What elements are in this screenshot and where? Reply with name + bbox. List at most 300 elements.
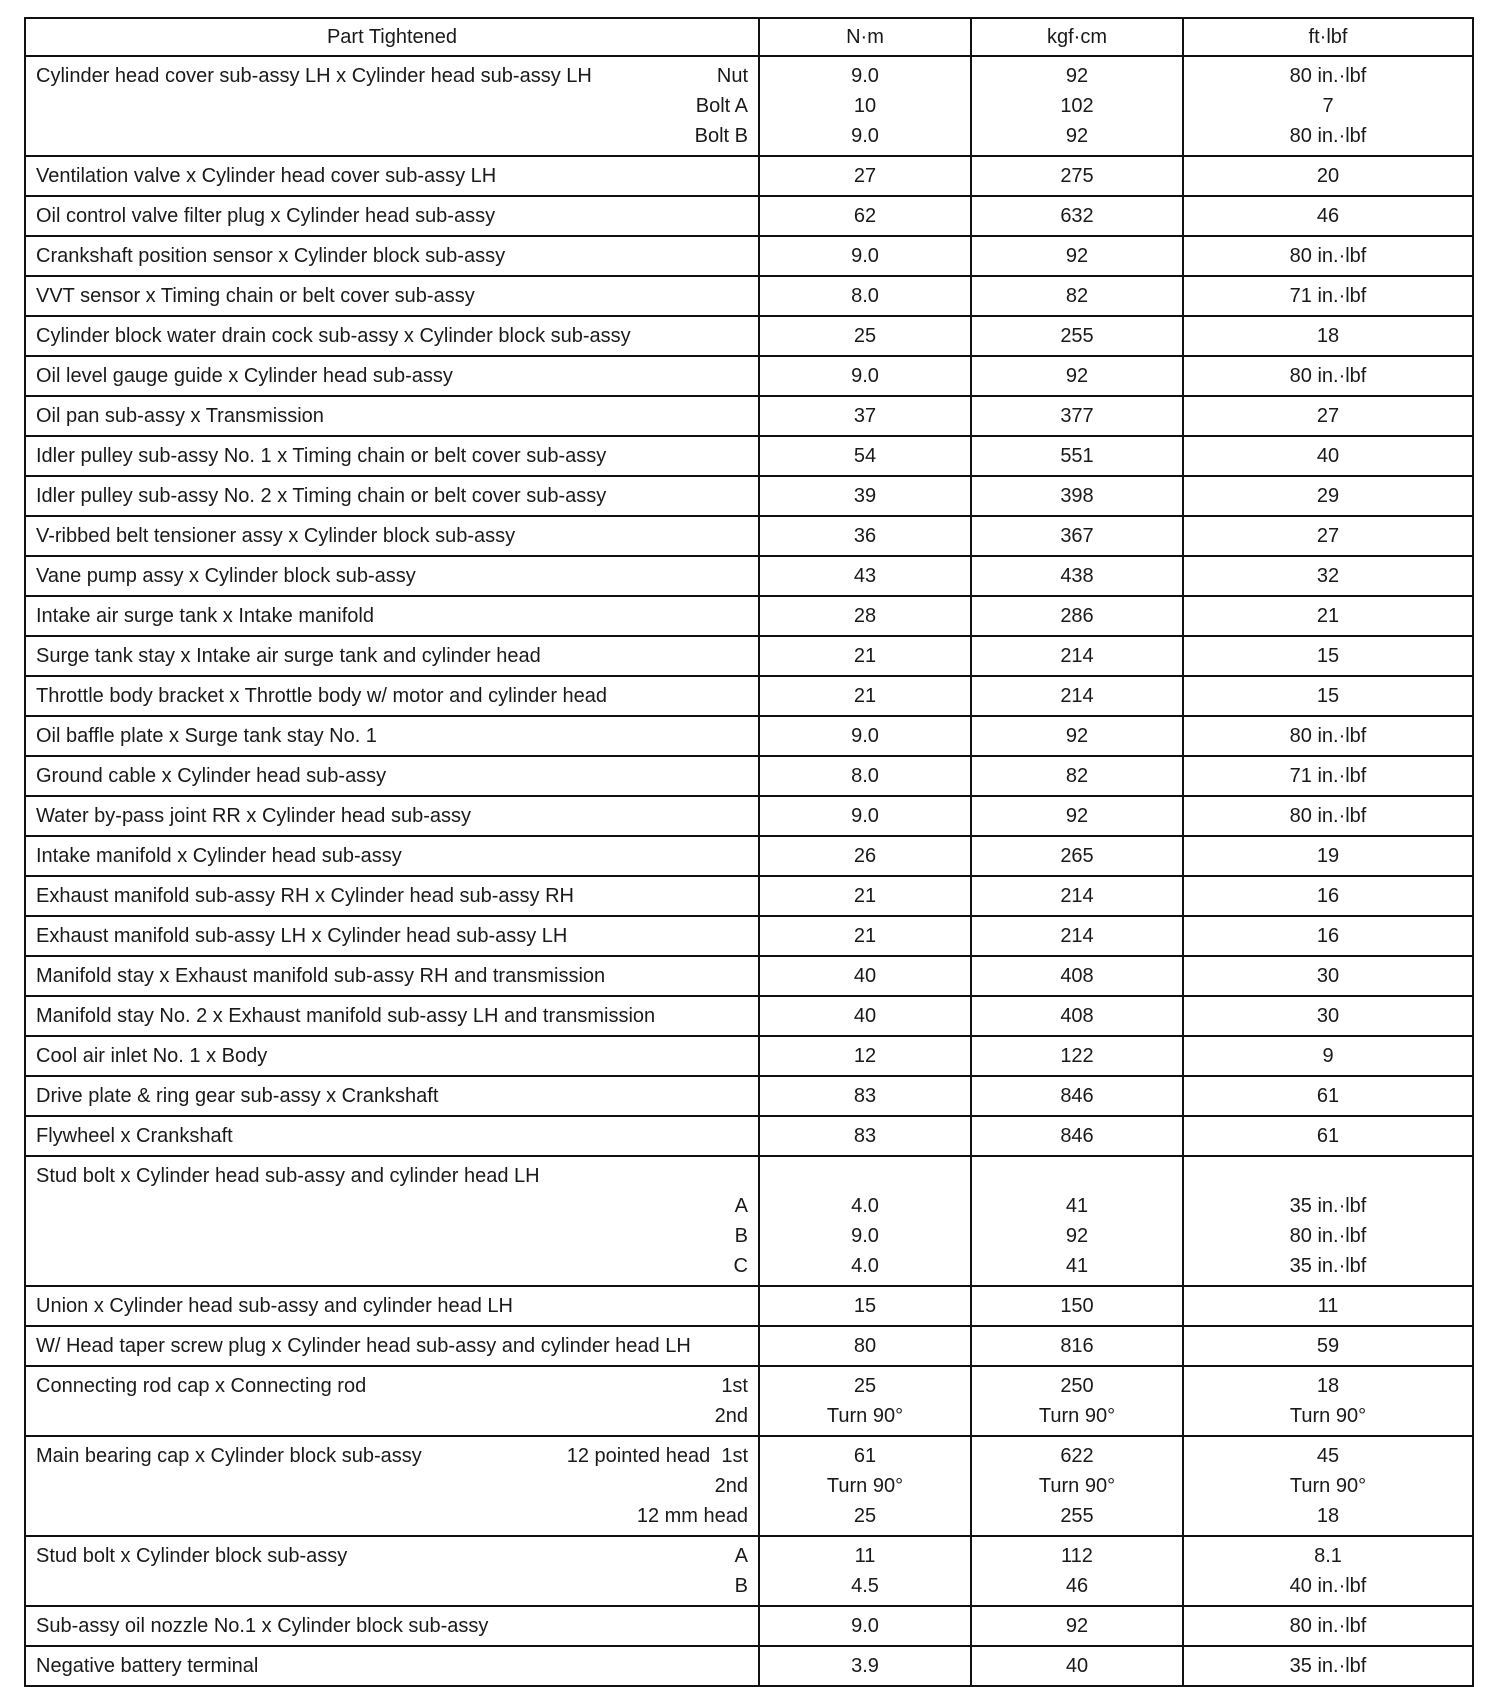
kgf-cm-value-cell: [971, 1326, 1183, 1366]
sub-label: Bolt A: [695, 95, 748, 117]
nm-value: 40: [853, 965, 877, 987]
part-cell: [25, 1036, 759, 1076]
kgf-cm-value: 438: [1060, 565, 1094, 587]
nm-value: 9.0: [851, 1615, 879, 1637]
ft-lbf-value: 16: [1316, 925, 1340, 947]
nm-value-cell: [759, 1036, 971, 1076]
ft-lbf-value: 40: [1316, 445, 1340, 467]
part-cell: [25, 196, 759, 236]
sub-label: 2nd: [714, 1405, 748, 1427]
part-cell: [25, 316, 759, 356]
ft-lbf-value: 20: [1316, 165, 1340, 187]
kgf-cm-value-cell: [971, 276, 1183, 316]
nm-value: 4.0: [851, 1255, 879, 1277]
ft-lbf-value: 30: [1316, 1005, 1340, 1027]
kgf-cm-value: 286: [1060, 605, 1094, 627]
nm-value-cell: [759, 996, 971, 1036]
part-name: Main bearing cap x Cylinder block sub-assy: [36, 1445, 422, 1467]
sub-label: 12 pointed head 1st: [566, 1445, 748, 1467]
nm-value-cell: [759, 316, 971, 356]
part-cell: [25, 236, 759, 276]
part-name: Oil level gauge guide x Cylinder head sub-assy: [36, 365, 453, 387]
nm-value: 83: [853, 1125, 877, 1147]
nm-value: 36: [853, 525, 877, 547]
header-row: [25, 18, 1473, 56]
table-row: [25, 1116, 1473, 1156]
table-row: [25, 916, 1473, 956]
kgf-cm-value-cell: [971, 836, 1183, 876]
ft-lbf-value: 80 in.·lbf: [1289, 245, 1367, 267]
nm-value: 39: [853, 485, 877, 507]
kgf-cm-value-cell: [971, 1536, 1183, 1606]
nm-value: 9.0: [851, 245, 879, 267]
kgf-cm-value-cell: [971, 1436, 1183, 1536]
ft-lbf-value-cell: [1183, 916, 1473, 956]
table-row: [25, 956, 1473, 996]
ft-lbf-value: 32: [1316, 565, 1340, 587]
kgf-cm-value-cell: [971, 1366, 1183, 1436]
ft-lbf-value: 61: [1316, 1125, 1340, 1147]
kgf-cm-value-cell: [971, 1646, 1183, 1686]
ft-lbf-value: 27: [1316, 525, 1340, 547]
part-cell: [25, 1536, 759, 1606]
kgf-cm-value: 250: [1060, 1375, 1094, 1397]
part-name: Crankshaft position sensor x Cylinder block sub-assy: [36, 245, 506, 267]
part-cell: [25, 1606, 759, 1646]
table-row: [25, 356, 1473, 396]
ft-lbf-value-cell: [1183, 276, 1473, 316]
kgf-cm-value-cell: [971, 396, 1183, 436]
nm-value: 27: [853, 165, 877, 187]
nm-value-cell: [759, 956, 971, 996]
nm-value-cell: [759, 1156, 971, 1286]
ft-lbf-value: 19: [1316, 845, 1340, 867]
nm-value: 9.0: [851, 725, 879, 747]
table-row: [25, 1326, 1473, 1366]
table-row: [25, 1606, 1473, 1646]
part-cell: [25, 1326, 759, 1366]
part-name: Stud bolt x Cylinder head sub-assy and cylinder head LH: [36, 1165, 540, 1187]
kgf-cm-value: 122: [1060, 1045, 1094, 1067]
kgf-cm-value: 214: [1060, 925, 1094, 947]
ft-lbf-value: 21: [1316, 605, 1340, 627]
nm-value-cell: [759, 1606, 971, 1646]
nm-value-cell: [759, 1646, 971, 1686]
ft-lbf-value: 18: [1316, 325, 1340, 347]
nm-value: 9.0: [851, 65, 879, 87]
part-name: Vane pump assy x Cylinder block sub-assy: [36, 565, 416, 587]
ft-lbf-value: 80 in.·lbf: [1289, 725, 1367, 747]
nm-value: 54: [853, 445, 877, 467]
part-name: Exhaust manifold sub-assy RH x Cylinder head sub-assy RH: [36, 885, 574, 907]
kgf-cm-value: 275: [1060, 165, 1094, 187]
ft-lbf-value: 11: [1317, 1295, 1339, 1317]
kgf-cm-value: 408: [1060, 1005, 1094, 1027]
nm-value: 3.9: [851, 1655, 879, 1677]
ft-lbf-value: 40 in.·lbf: [1289, 1575, 1367, 1597]
table-row: [25, 316, 1473, 356]
ft-lbf-value: 80 in.·lbf: [1289, 1225, 1367, 1247]
kgf-cm-value-cell: [971, 916, 1183, 956]
kgf-cm-value-cell: [971, 516, 1183, 556]
part-cell: [25, 556, 759, 596]
part-name: Intake air surge tank x Intake manifold: [36, 605, 374, 627]
ft-lbf-value-cell: [1183, 196, 1473, 236]
kgf-cm-value: 551: [1060, 445, 1094, 467]
nm-value: 21: [853, 685, 877, 707]
nm-value-cell: [759, 836, 971, 876]
kgf-cm-value-cell: [971, 476, 1183, 516]
ft-lbf-value-cell: [1183, 1156, 1473, 1286]
part-cell: [25, 716, 759, 756]
ft-lbf-value-cell: [1183, 236, 1473, 276]
kgf-cm-value-cell: [971, 996, 1183, 1036]
kgf-cm-value-cell: [971, 56, 1183, 156]
nm-value: 8.0: [851, 765, 879, 787]
part-cell: [25, 996, 759, 1036]
table-row: [25, 636, 1473, 676]
table-row: [25, 516, 1473, 556]
part-cell: [25, 396, 759, 436]
nm-value-cell: [759, 56, 971, 156]
table-row: [25, 1036, 1473, 1076]
ft-lbf-value-cell: [1183, 836, 1473, 876]
kgf-cm-value-cell: [971, 556, 1183, 596]
nm-value-cell: [759, 356, 971, 396]
nm-value: 25: [853, 325, 877, 347]
ft-lbf-value: 80 in.·lbf: [1289, 805, 1367, 827]
table-row: [25, 1646, 1473, 1686]
sub-label: 1st: [721, 1375, 748, 1397]
part-cell: [25, 756, 759, 796]
nm-value-cell: [759, 796, 971, 836]
part-name: VVT sensor x Timing chain or belt cover sub-assy: [36, 285, 475, 307]
table-row: [25, 396, 1473, 436]
ft-lbf-value: 9: [1322, 1045, 1334, 1067]
kgf-cm-value: 102: [1060, 95, 1094, 117]
nm-value: Turn 90°: [826, 1405, 904, 1427]
nm-value-cell: [759, 756, 971, 796]
nm-value-cell: [759, 196, 971, 236]
nm-value: 12: [853, 1045, 877, 1067]
kgf-cm-value: 846: [1060, 1125, 1094, 1147]
kgf-cm-value-cell: [971, 756, 1183, 796]
part-cell: [25, 1116, 759, 1156]
part-name: Negative battery terminal: [36, 1655, 259, 1677]
ft-lbf-value-cell: [1183, 1536, 1473, 1606]
nm-value-cell: [759, 596, 971, 636]
kgf-cm-value-cell: [971, 596, 1183, 636]
sub-label: B: [734, 1225, 748, 1247]
table-row: [25, 556, 1473, 596]
part-name: Drive plate & ring gear sub-assy x Crankshaft: [36, 1085, 439, 1107]
table-row: [25, 1286, 1473, 1326]
nm-value: 21: [853, 925, 877, 947]
ft-lbf-value: 71 in.·lbf: [1289, 765, 1367, 787]
table-row: [25, 276, 1473, 316]
ft-lbf-value: 59: [1316, 1335, 1340, 1357]
ft-lbf-value-cell: [1183, 516, 1473, 556]
part-name: Oil baffle plate x Surge tank stay No. 1: [36, 725, 377, 747]
ft-lbf-value-cell: [1183, 156, 1473, 196]
table-row: [25, 596, 1473, 636]
ft-lbf-value: 80 in.·lbf: [1289, 65, 1367, 87]
part-name: Stud bolt x Cylinder block sub-assy: [36, 1545, 348, 1567]
nm-value: 9.0: [851, 125, 879, 147]
sub-label: B: [734, 1575, 748, 1597]
part-name: Cylinder head cover sub-assy LH x Cylinder head sub-assy LH: [36, 65, 592, 87]
part-name: V-ribbed belt tensioner assy x Cylinder block sub-assy: [36, 525, 516, 547]
ft-lbf-value-cell: [1183, 956, 1473, 996]
kgf-cm-value-cell: [971, 1076, 1183, 1116]
kgf-cm-value: 214: [1060, 685, 1094, 707]
kgf-cm-value: 367: [1060, 525, 1094, 547]
part-cell: [25, 836, 759, 876]
nm-value: 9.0: [851, 805, 879, 827]
part-cell: [25, 1646, 759, 1686]
part-cell: [25, 476, 759, 516]
kgf-cm-value-cell: [971, 1156, 1183, 1286]
part-name: Idler pulley sub-assy No. 1 x Timing chain or belt cover sub-assy: [36, 445, 607, 467]
table-row: [25, 1366, 1473, 1436]
nm-value-cell: [759, 156, 971, 196]
part-cell: [25, 1076, 759, 1116]
part-name: Cool air inlet No. 1 x Body: [36, 1045, 268, 1067]
ft-lbf-value-cell: [1183, 356, 1473, 396]
nm-value: 10: [853, 95, 877, 117]
part-cell: [25, 156, 759, 196]
table-row: [25, 476, 1473, 516]
ft-lbf-value-cell: [1183, 56, 1473, 156]
header-part-tightened: Part Tightened: [25, 18, 759, 56]
kgf-cm-value: 82: [1065, 765, 1089, 787]
nm-value: 15: [853, 1295, 877, 1317]
part-name: Throttle body bracket x Throttle body w/ motor and cylinder head: [36, 685, 608, 707]
ft-lbf-value-cell: [1183, 1366, 1473, 1436]
ft-lbf-value-cell: [1183, 1606, 1473, 1646]
kgf-cm-value-cell: [971, 316, 1183, 356]
part-cell: [25, 876, 759, 916]
ft-lbf-value-cell: [1183, 1036, 1473, 1076]
nm-value-cell: [759, 676, 971, 716]
nm-value: 21: [853, 645, 877, 667]
nm-value-cell: [759, 476, 971, 516]
ft-lbf-value-cell: [1183, 476, 1473, 516]
ft-lbf-value-cell: [1183, 316, 1473, 356]
nm-value: 25: [853, 1375, 877, 1397]
ft-lbf-value: 15: [1316, 685, 1340, 707]
kgf-cm-value: 816: [1060, 1335, 1094, 1357]
nm-value-cell: [759, 1116, 971, 1156]
part-cell: [25, 1436, 759, 1536]
nm-value: 11: [854, 1545, 876, 1567]
ft-lbf-value-cell: [1183, 1436, 1473, 1536]
sub-label: A: [734, 1195, 748, 1217]
table-row: [25, 756, 1473, 796]
nm-value: 61: [853, 1445, 877, 1467]
ft-lbf-value: 61: [1316, 1085, 1340, 1107]
part-cell: [25, 56, 759, 156]
nm-value: 4.5: [851, 1575, 879, 1597]
nm-value-cell: [759, 636, 971, 676]
kgf-cm-value-cell: [971, 1286, 1183, 1326]
nm-value: 4.0: [851, 1195, 879, 1217]
table-row: [25, 876, 1473, 916]
kgf-cm-value: 214: [1060, 645, 1094, 667]
sub-label: A: [734, 1545, 748, 1567]
part-cell: [25, 796, 759, 836]
kgf-cm-value-cell: [971, 1606, 1183, 1646]
nm-value-cell: [759, 1326, 971, 1366]
torque-spec-table: [24, 17, 1474, 1687]
ft-lbf-value-cell: [1183, 876, 1473, 916]
nm-value: 26: [853, 845, 877, 867]
kgf-cm-value: 255: [1060, 325, 1094, 347]
part-name: Flywheel x Crankshaft: [36, 1125, 233, 1147]
kgf-cm-value-cell: [971, 716, 1183, 756]
ft-lbf-value: 8.1: [1314, 1545, 1342, 1567]
table-row: [25, 56, 1473, 156]
kgf-cm-value-cell: [971, 156, 1183, 196]
kgf-cm-value-cell: [971, 236, 1183, 276]
table-row: [25, 236, 1473, 276]
ft-lbf-value-cell: [1183, 556, 1473, 596]
ft-lbf-value: 29: [1316, 485, 1340, 507]
part-cell: [25, 356, 759, 396]
kgf-cm-value: 92: [1065, 65, 1089, 87]
kgf-cm-value: 92: [1065, 725, 1089, 747]
part-cell: [25, 1156, 759, 1286]
nm-value: 80: [853, 1335, 877, 1357]
nm-value: 8.0: [851, 285, 879, 307]
ft-lbf-value: Turn 90°: [1289, 1405, 1367, 1427]
table-row: [25, 196, 1473, 236]
kgf-cm-value: 92: [1065, 1615, 1089, 1637]
kgf-cm-value: 92: [1065, 805, 1089, 827]
kgf-cm-value-cell: [971, 636, 1183, 676]
nm-value-cell: [759, 556, 971, 596]
kgf-cm-value: Turn 90°: [1038, 1475, 1116, 1497]
ft-lbf-value-cell: [1183, 1116, 1473, 1156]
ft-lbf-value: 80 in.·lbf: [1289, 125, 1367, 147]
ft-lbf-value: 71 in.·lbf: [1289, 285, 1367, 307]
ft-lbf-value-cell: [1183, 716, 1473, 756]
part-cell: [25, 1366, 759, 1436]
table-row: [25, 676, 1473, 716]
nm-value-cell: [759, 436, 971, 476]
kgf-cm-value: 46: [1065, 1575, 1089, 1597]
nm-value-cell: [759, 716, 971, 756]
kgf-cm-value-cell: [971, 1036, 1183, 1076]
part-name: Ventilation valve x Cylinder head cover sub-assy LH: [36, 165, 497, 187]
kgf-cm-value: 265: [1060, 845, 1094, 867]
part-name: Oil pan sub-assy x Transmission: [36, 405, 324, 427]
ft-lbf-value-cell: [1183, 796, 1473, 836]
part-name: Surge tank stay x Intake air surge tank and cylinder head: [36, 645, 541, 667]
nm-value-cell: [759, 876, 971, 916]
kgf-cm-value-cell: [971, 1116, 1183, 1156]
nm-value: 40: [853, 1005, 877, 1027]
sub-label: Nut: [716, 65, 748, 87]
table-row: [25, 716, 1473, 756]
nm-value-cell: [759, 516, 971, 556]
kgf-cm-value-cell: [971, 196, 1183, 236]
nm-value: 9.0: [851, 365, 879, 387]
kgf-cm-value: 92: [1065, 125, 1089, 147]
part-name: Manifold stay No. 2 x Exhaust manifold sub-assy LH and transmission: [36, 1005, 656, 1027]
part-name: Sub-assy oil nozzle No.1 x Cylinder block sub-assy: [36, 1615, 489, 1637]
table-row: [25, 1076, 1473, 1116]
part-name: Oil control valve filter plug x Cylinder head sub-assy: [36, 205, 496, 227]
ft-lbf-value-cell: [1183, 436, 1473, 476]
header-nm: N·m: [759, 18, 971, 56]
nm-value-cell: [759, 1536, 971, 1606]
table-row: [25, 436, 1473, 476]
kgf-cm-value-cell: [971, 796, 1183, 836]
nm-value: 9.0: [851, 1225, 879, 1247]
kgf-cm-value: 41: [1065, 1255, 1089, 1277]
nm-value-cell: [759, 1076, 971, 1116]
kgf-cm-value: 82: [1065, 285, 1089, 307]
kgf-cm-value: 41: [1065, 1195, 1089, 1217]
kgf-cm-value: 92: [1065, 1225, 1089, 1247]
kgf-cm-value: 214: [1060, 885, 1094, 907]
nm-value-cell: [759, 1436, 971, 1536]
ft-lbf-value: 16: [1316, 885, 1340, 907]
part-cell: [25, 636, 759, 676]
kgf-cm-value: 92: [1065, 245, 1089, 267]
kgf-cm-value: 40: [1065, 1655, 1089, 1677]
nm-value: 43: [853, 565, 877, 587]
kgf-cm-value: 408: [1060, 965, 1094, 987]
ft-lbf-value: 18: [1316, 1375, 1340, 1397]
ft-lbf-value: 15: [1316, 645, 1340, 667]
ft-lbf-value: 35 in.·lbf: [1289, 1655, 1367, 1677]
part-cell: [25, 596, 759, 636]
nm-value-cell: [759, 276, 971, 316]
part-cell: [25, 956, 759, 996]
sub-label: 12 mm head: [636, 1505, 748, 1527]
ft-lbf-value-cell: [1183, 1076, 1473, 1116]
nm-value-cell: [759, 236, 971, 276]
part-name: Union x Cylinder head sub-assy and cylinder head LH: [36, 1295, 513, 1317]
ft-lbf-value-cell: [1183, 676, 1473, 716]
ft-lbf-value-cell: [1183, 1286, 1473, 1326]
kgf-cm-value-cell: [971, 436, 1183, 476]
kgf-cm-value-cell: [971, 676, 1183, 716]
ft-lbf-value-cell: [1183, 756, 1473, 796]
ft-lbf-value-cell: [1183, 1326, 1473, 1366]
nm-value: 28: [853, 605, 877, 627]
table-row: [25, 996, 1473, 1036]
kgf-cm-value-cell: [971, 876, 1183, 916]
kgf-cm-value: 398: [1060, 485, 1094, 507]
kgf-cm-value: 150: [1060, 1295, 1094, 1317]
kgf-cm-value: 255: [1060, 1505, 1094, 1527]
part-cell: [25, 676, 759, 716]
ft-lbf-value: 30: [1316, 965, 1340, 987]
table-row: [25, 1156, 1473, 1286]
nm-value: 62: [853, 205, 877, 227]
table-body: [25, 56, 1473, 1686]
kgf-cm-value: 377: [1060, 405, 1094, 427]
nm-value-cell: [759, 916, 971, 956]
table-row: [25, 796, 1473, 836]
ft-lbf-value: 80 in.·lbf: [1289, 365, 1367, 387]
part-name: Water by-pass joint RR x Cylinder head sub-assy: [36, 805, 471, 827]
ft-lbf-value-cell: [1183, 996, 1473, 1036]
part-name: Connecting rod cap x Connecting rod: [36, 1375, 367, 1397]
